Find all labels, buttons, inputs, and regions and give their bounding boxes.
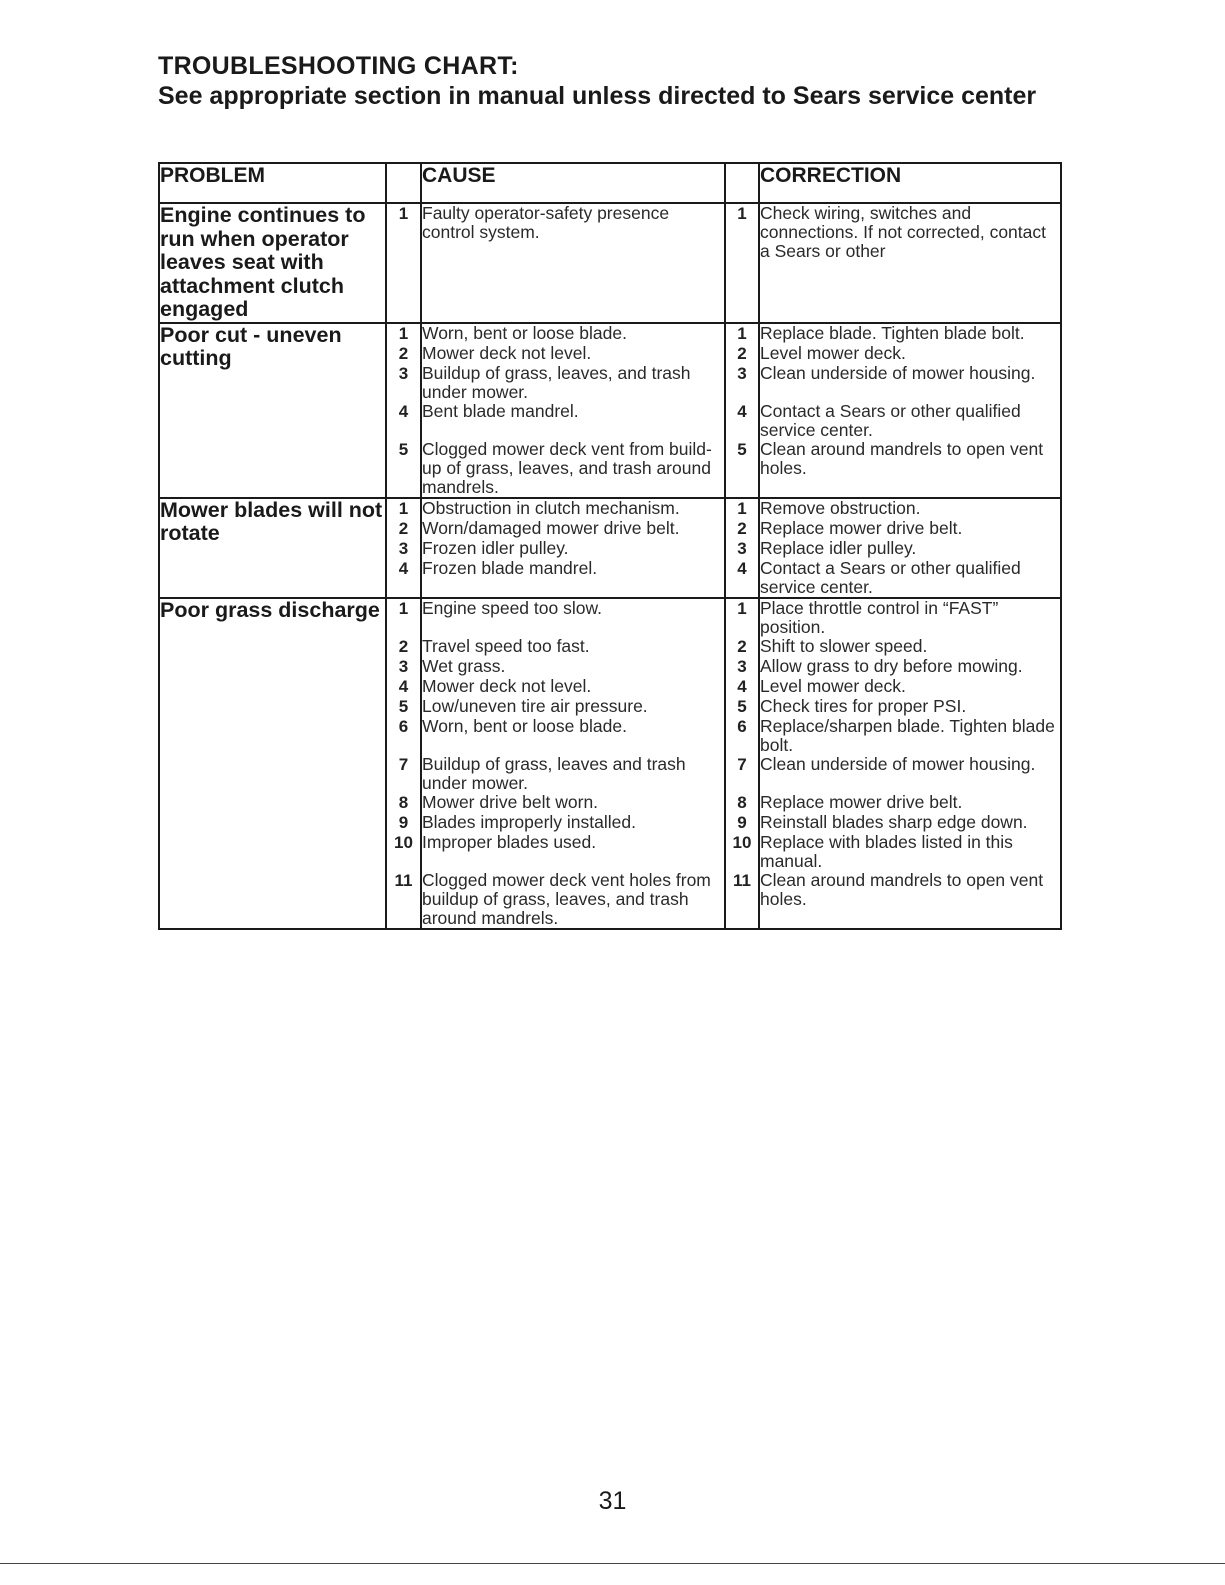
correction-number: 2 (725, 519, 759, 539)
cause-cell: Bent blade mandrel. (421, 402, 725, 440)
cause-cell: Worn, bent or loose blade. (421, 717, 725, 755)
cause-number: 1 (386, 203, 421, 323)
problem-group (159, 598, 1061, 929)
correction-cell: Clean around mandrels to open vent holes. (759, 440, 1061, 498)
correction-cell: Replace blade. Tighten blade bolt. (759, 323, 1061, 344)
correction-number: 6 (725, 717, 759, 755)
cause-number: 3 (386, 539, 421, 559)
cause-number: 2 (386, 519, 421, 539)
page-number: 31 (598, 1487, 627, 1515)
correction-cell: Replace idler pulley. (759, 539, 1061, 559)
cause-cell: Clogged mower deck vent from build-up of grass, leaves, and trash around mandrels. (421, 440, 725, 498)
cause-number: 4 (386, 402, 421, 440)
cause-number: 1 (386, 498, 421, 519)
cause-number: 10 (386, 833, 421, 871)
cause-cell: Obstruction in clutch mechanism. (421, 498, 725, 519)
correction-number: 1 (725, 323, 759, 344)
bottom-rule (0, 1563, 1225, 1564)
correction-number: 3 (725, 364, 759, 402)
correction-cell: Check wiring, switches and connections. If not corrected, contact a Sears or other (759, 203, 1061, 323)
cause-number: 4 (386, 559, 421, 598)
column-header-cause-number (386, 163, 421, 203)
correction-number: 10 (725, 833, 759, 871)
correction-cell: Replace mower drive belt. (759, 793, 1061, 813)
problem-cell: Mower blades will not rotate (159, 498, 386, 598)
correction-cell: Replace with blades listed in this manual. (759, 833, 1061, 871)
problem-cell: Engine continues to run when operator leaves seat with attachment clutch engaged (159, 203, 386, 323)
correction-cell: Level mower deck. (759, 677, 1061, 697)
correction-number: 7 (725, 755, 759, 793)
table-row (159, 598, 1061, 637)
cause-cell: Frozen idler pulley. (421, 539, 725, 559)
correction-number: 4 (725, 559, 759, 598)
correction-number: 8 (725, 793, 759, 813)
cause-cell: Worn, bent or loose blade. (421, 323, 725, 344)
cause-cell: Mower drive belt worn. (421, 793, 725, 813)
correction-cell: Allow grass to dry before mowing. (759, 657, 1061, 677)
correction-number: 9 (725, 813, 759, 833)
column-header-cause: CAUSE (421, 163, 725, 203)
correction-cell: Clean underside of mower housing. (759, 755, 1061, 793)
problem-group (159, 498, 1061, 598)
cause-cell: Buildup of grass, leaves, and trash under mower. (421, 364, 725, 402)
correction-number: 4 (725, 402, 759, 440)
cause-cell: Clogged mower deck vent holes from buildup of grass, leaves, and trash around mandrels. (421, 871, 725, 929)
cause-cell: Travel speed too fast. (421, 637, 725, 657)
cause-number: 7 (386, 755, 421, 793)
correction-number: 4 (725, 677, 759, 697)
correction-cell: Clean underside of mower housing. (759, 364, 1061, 402)
correction-cell: Remove obstruction. (759, 498, 1061, 519)
cause-cell: Mower deck not level. (421, 344, 725, 364)
correction-number: 11 (725, 871, 759, 929)
correction-cell: Place throttle control in “FAST” position. (759, 598, 1061, 637)
cause-number: 11 (386, 871, 421, 929)
table-row (159, 203, 1061, 323)
correction-cell: Clean around mandrels to open vent holes. (759, 871, 1061, 929)
cause-cell: Wet grass. (421, 657, 725, 677)
table-header (159, 163, 1061, 203)
correction-cell: Shift to slower speed. (759, 637, 1061, 657)
cause-cell: Engine speed too slow. (421, 598, 725, 637)
cause-number: 6 (386, 717, 421, 755)
problem-group (159, 323, 1061, 498)
correction-cell: Replace/sharpen blade. Tighten blade bolt. (759, 717, 1061, 755)
correction-cell: Level mower deck. (759, 344, 1061, 364)
cause-cell: Mower deck not level. (421, 677, 725, 697)
cause-number: 5 (386, 697, 421, 717)
correction-number: 3 (725, 539, 759, 559)
column-header-correction-number (725, 163, 759, 203)
correction-cell: Contact a Sears or other qualified service center. (759, 559, 1061, 598)
cause-number: 1 (386, 323, 421, 344)
problem-cell: Poor grass discharge (159, 598, 386, 929)
correction-number: 5 (725, 440, 759, 498)
correction-cell: Replace mower drive belt. (759, 519, 1061, 539)
cause-number: 3 (386, 657, 421, 677)
cause-cell: Frozen blade mandrel. (421, 559, 725, 598)
cause-cell: Buildup of grass, leaves and trash under mower. (421, 755, 725, 793)
cause-number: 2 (386, 637, 421, 657)
correction-number: 1 (725, 203, 759, 323)
cause-cell: Worn/damaged mower drive belt. (421, 519, 725, 539)
cause-cell: Low/uneven tire air pressure. (421, 697, 725, 717)
cause-number: 5 (386, 440, 421, 498)
cause-cell: Faulty operator-safety presence control system. (421, 203, 725, 323)
troubleshooting-table (158, 162, 1062, 930)
table-row (159, 498, 1061, 519)
cause-number: 4 (386, 677, 421, 697)
correction-number: 2 (725, 637, 759, 657)
cause-cell: Improper blades used. (421, 833, 725, 871)
cause-number: 3 (386, 364, 421, 402)
cause-cell: Blades improperly installed. (421, 813, 725, 833)
column-header-correction: CORRECTION (759, 163, 1061, 203)
correction-number: 2 (725, 344, 759, 364)
correction-cell: Contact a Sears or other qualified service center. (759, 402, 1061, 440)
correction-cell: Check tires for proper PSI. (759, 697, 1061, 717)
chart-title: TROUBLESHOOTING CHART: (158, 52, 519, 80)
cause-number: 9 (386, 813, 421, 833)
correction-number: 1 (725, 598, 759, 637)
problem-cell: Poor cut - uneven cutting (159, 323, 386, 498)
cause-number: 2 (386, 344, 421, 364)
correction-cell: Reinstall blades sharp edge down. (759, 813, 1061, 833)
correction-number: 1 (725, 498, 759, 519)
chart-subtitle: See appropriate section in manual unless directed to Sears service center (158, 82, 1037, 110)
cause-number: 1 (386, 598, 421, 637)
cause-number: 8 (386, 793, 421, 813)
correction-number: 5 (725, 697, 759, 717)
table-row (159, 323, 1061, 344)
column-header-problem: PROBLEM (159, 163, 386, 203)
problem-group (159, 203, 1061, 323)
correction-number: 3 (725, 657, 759, 677)
